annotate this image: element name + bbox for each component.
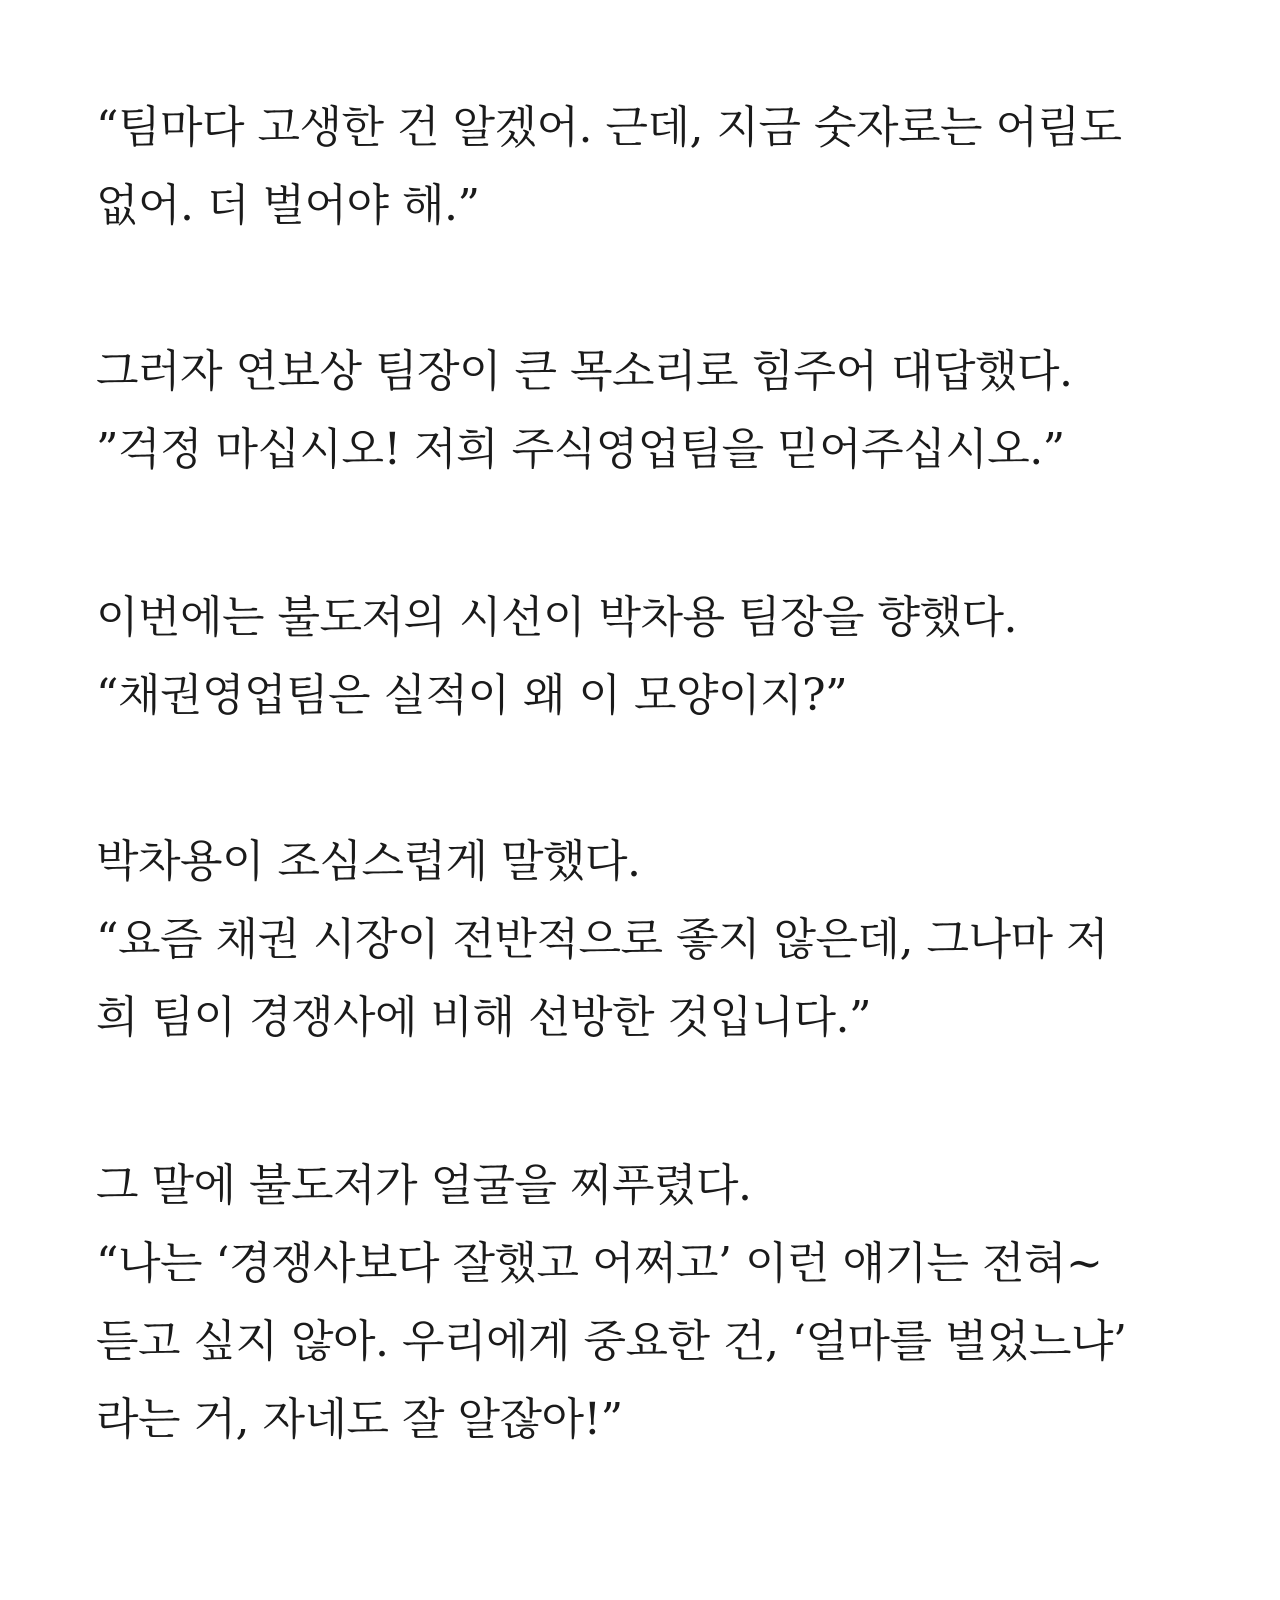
text-line: 희 팀이 경쟁사에 비해 선방한 것입니다.”	[96, 992, 871, 1043]
text-line: 그 말에 불도저가 얼굴을 찌푸렸다.	[96, 1160, 752, 1211]
text-line: 듣고 싶지 않아. 우리에게 중요한 건, ‘얼마를 벌었느냐’	[96, 1316, 1127, 1367]
text-line: ”걱정 마십시오! 저희 주식영업팀을 믿어주십시오.”	[96, 424, 1065, 475]
text-line: “요즘 채권 시장이 전반적으로 좋지 않은데, 그나마 저	[96, 914, 1108, 965]
text-line: 이번에는 불도저의 시선이 박차용 팀장을 향했다.	[96, 592, 1017, 643]
text-line: “채권영업팀은 실적이 왜 이 모양이지?”	[96, 670, 848, 721]
text-line: “나는 ‘경쟁사보다 잘했고 어쩌고’ 이런 얘기는 전혀~	[96, 1238, 1103, 1289]
text-line: 없어. 더 벌어야 해.”	[96, 180, 480, 231]
text-line: 박차용이 조심스럽게 말했다.	[96, 836, 641, 887]
text-line: “팀마다 고생한 건 알겠어. 근데, 지금 숫자로는 어림도	[96, 102, 1122, 153]
text-line: 그러자 연보상 팀장이 큰 목소리로 힘주어 대답했다.	[96, 346, 1073, 397]
text-line: 라는 거, 자네도 잘 알잖아!”	[96, 1394, 623, 1445]
